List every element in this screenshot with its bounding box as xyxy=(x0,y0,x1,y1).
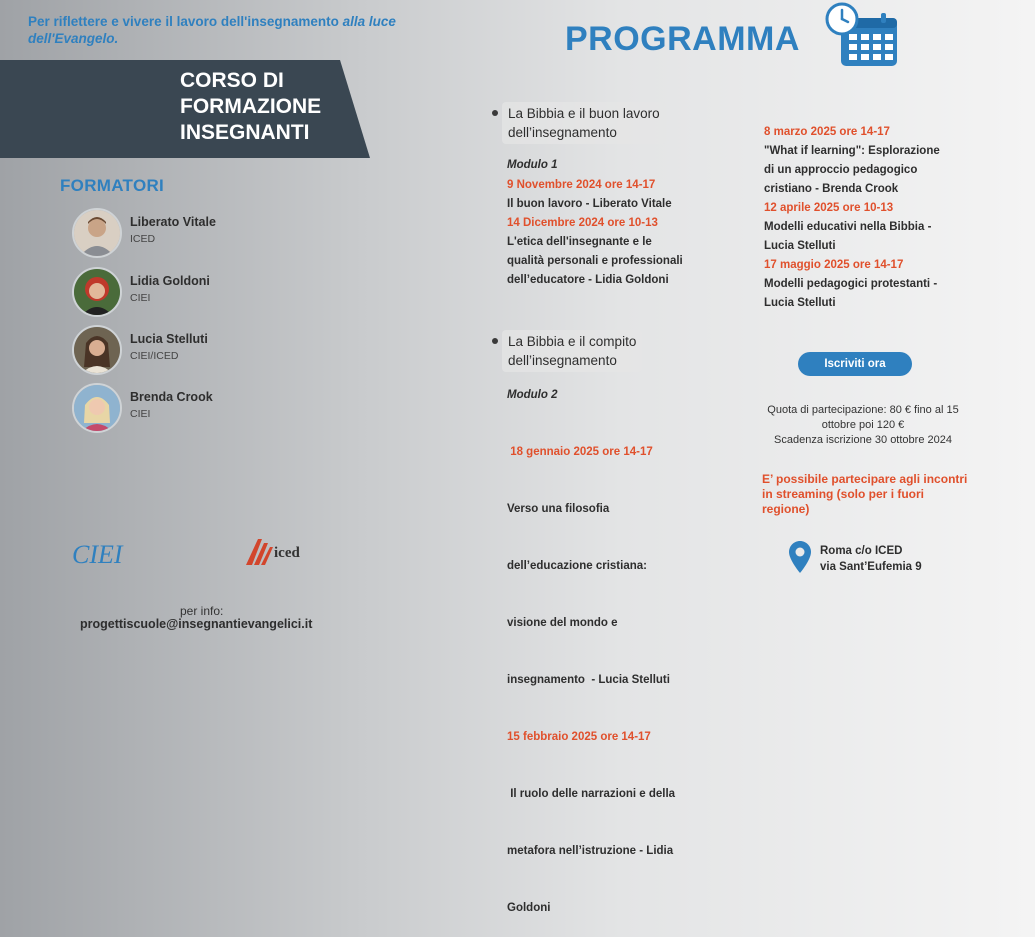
session-date: 17 maggio 2025 ore 14-17 xyxy=(764,259,904,271)
trainer-name: Lidia Goldoni xyxy=(130,274,210,288)
modulo2-label: Modulo 2 xyxy=(507,389,558,401)
streaming-line: E’ possibile partecipare agli incontri xyxy=(762,472,968,486)
quota-line: ottobre poi 120 € xyxy=(821,419,905,431)
location-line: via Sant’Eufemia 9 xyxy=(820,561,922,573)
avatar xyxy=(72,383,122,433)
ciei-logo xyxy=(72,536,142,570)
session-text: Verso una filosofia xyxy=(507,503,610,515)
trainer-name: Liberato Vitale xyxy=(130,215,216,229)
trainer-org: CIEI/ICED xyxy=(130,350,179,362)
session-date: 12 aprile 2025 ore 10-13 xyxy=(764,202,894,214)
column3-schedule xyxy=(764,123,994,313)
session-text: Goldoni xyxy=(507,902,551,914)
section2-title-line1: La Bibbia e il compito xyxy=(508,334,637,349)
trainer-card xyxy=(72,208,372,258)
iced-logo-text: iced xyxy=(274,545,300,561)
trainer-name: Brenda Crook xyxy=(130,390,213,404)
trainer-org: CIEI xyxy=(130,408,151,420)
quota-line: Quota di partecipazione: 80 € fino al 15 xyxy=(767,404,959,416)
trainer-card xyxy=(72,325,372,375)
avatar xyxy=(72,325,122,375)
session-text: "What if learning": Esplorazione xyxy=(764,145,940,157)
course-title-line2: FORMAZIONE xyxy=(180,95,322,118)
session-text: Il buon lavoro - Liberato Vitale xyxy=(507,198,672,210)
iced-logo xyxy=(244,535,324,569)
bullet xyxy=(492,110,498,116)
iscriviti-button[interactable]: Iscriviti ora xyxy=(798,352,912,376)
trainer-org: CIEI xyxy=(130,292,151,304)
session-text: insegnamento - Lucia Stelluti xyxy=(507,674,670,686)
session-text: Modelli pedagogici protestanti - xyxy=(764,278,938,290)
avatar xyxy=(72,267,122,317)
session-text: dell’educazione cristiana: xyxy=(507,560,647,572)
map-pin-icon xyxy=(789,541,811,573)
location-line: Roma c/o ICED xyxy=(820,545,903,557)
session-text: metafora nell’istruzione - Lidia xyxy=(507,845,674,857)
session-text: Modelli educativi nella Bibbia - xyxy=(764,221,932,233)
streaming-line: regione) xyxy=(762,502,810,516)
trainer-org: ICED xyxy=(130,233,156,245)
course-title-line3: INSEGNANTI xyxy=(180,121,310,144)
session-text: L'etica dell'insegnante e le xyxy=(507,236,652,248)
session-text: Lucia Stelluti xyxy=(764,297,836,309)
formatori-heading: FORMATORI xyxy=(60,176,165,195)
trainer-name: Lucia Stelluti xyxy=(130,332,208,346)
session-text: Lucia Stelluti xyxy=(764,240,836,252)
section2-title-line2: dell’insegnamento xyxy=(508,353,617,368)
quota-info xyxy=(748,403,978,448)
bullet xyxy=(492,338,498,344)
session-date: 14 Dicembre 2024 ore 10-13 xyxy=(507,217,658,229)
session-text: di un approccio pedagogico xyxy=(764,164,918,176)
session-text: Il ruolo delle narrazioni e della xyxy=(507,788,676,800)
tagline xyxy=(28,13,468,47)
info-email-link[interactable]: progettiscuole@insegnantievangelici.it xyxy=(80,617,313,631)
streaming-note xyxy=(762,472,992,517)
session-date: 9 Novembre 2024 ore 14-17 xyxy=(507,179,656,191)
course-title-line1: CORSO DI xyxy=(180,69,284,92)
trainer-card xyxy=(72,267,372,317)
session-date: 8 marzo 2025 ore 14-17 xyxy=(764,126,890,138)
avatar xyxy=(72,208,122,258)
quota-line: Scadenza iscrizione 30 ottobre 2024 xyxy=(774,434,952,446)
session-text: qualità personali e professionali xyxy=(507,255,683,267)
location-address xyxy=(820,543,922,575)
ciei-logo-text: CIEI xyxy=(72,540,123,569)
streaming-line: in streaming (solo per i fuori xyxy=(762,487,925,501)
section1-schedule xyxy=(507,176,737,290)
session-text: dell’educatore - Lidia Goldoni xyxy=(507,274,669,286)
session-date: 15 febbraio 2025 ore 14-17 xyxy=(507,731,651,743)
section2-schedule xyxy=(507,405,737,937)
section1-title-line2: dell’insegnamento xyxy=(508,125,617,140)
trainer-card xyxy=(72,383,372,433)
session-text: cristiano - Brenda Crook xyxy=(764,183,899,195)
tagline-plain: Per riflettere e vivere il lavoro dell'insegnamento xyxy=(28,14,343,29)
section1-title-line1: La Bibbia e il buon lavoro xyxy=(508,106,660,121)
info-label: per info: xyxy=(180,604,224,618)
programma-title: PROGRAMMA xyxy=(565,20,800,58)
section2-title xyxy=(502,330,642,372)
modulo1-label: Modulo 1 xyxy=(507,159,558,171)
session-text: visione del mondo e xyxy=(507,617,618,629)
section1-title xyxy=(502,102,666,144)
tagline-italic: alla luce dell'Evangelo. xyxy=(28,14,396,46)
session-date: 18 gennaio 2025 ore 14-17 xyxy=(507,446,653,458)
calendar-clock-icon xyxy=(825,2,901,68)
course-title xyxy=(180,68,370,146)
